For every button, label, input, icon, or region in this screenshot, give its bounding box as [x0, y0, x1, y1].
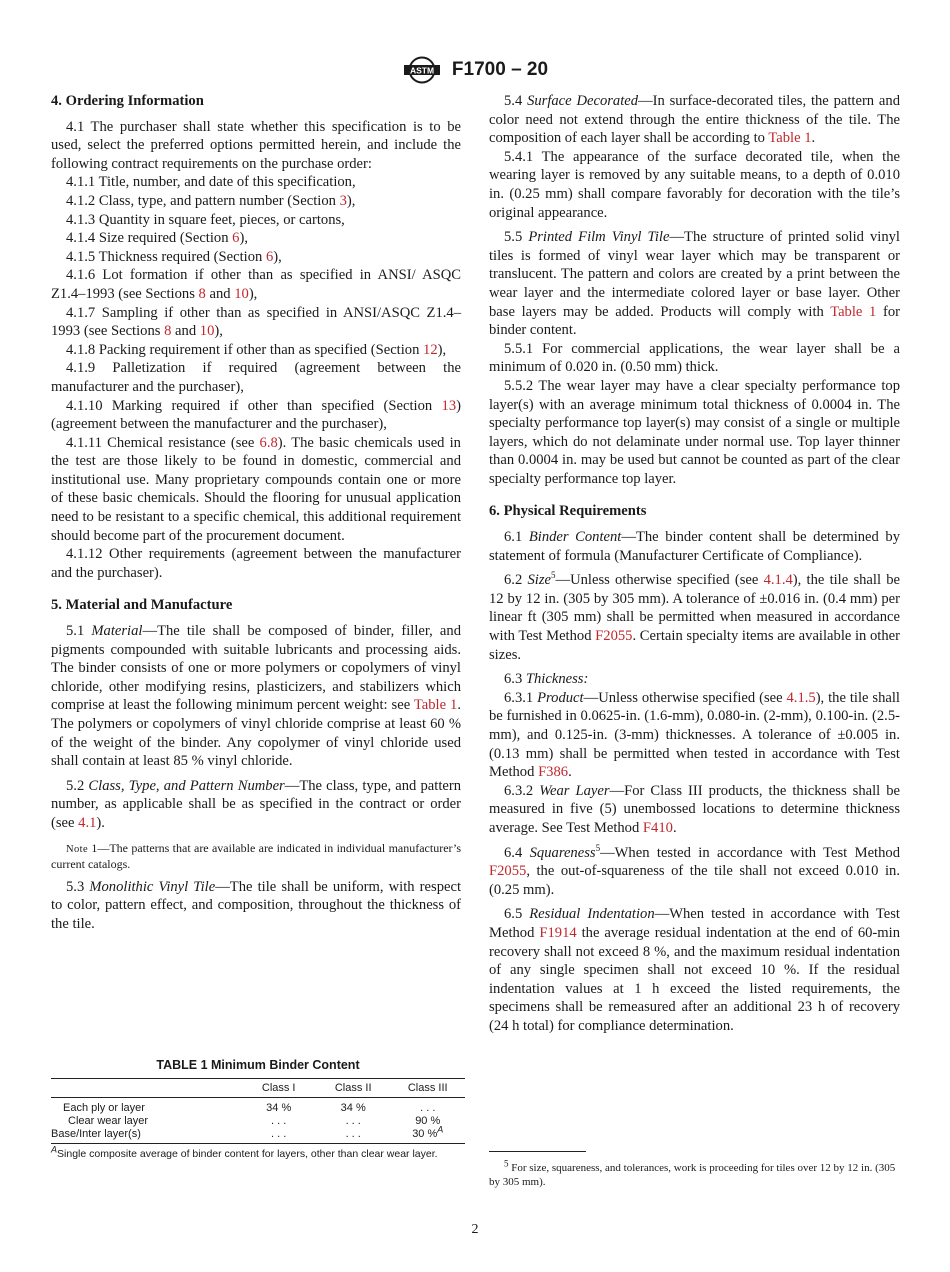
table-footnote: $^A$Single composite average of binder content for layers, other than clear wear layer. [51, 1144, 438, 1160]
page-header [0, 56, 950, 84]
note-1: Note 1—The patterns that are available are indicated in individual manufacturer’s current catalogs. [51, 840, 461, 871]
para-4-1-1: 4.1.1 Title, number, and date of this specification, [66, 174, 356, 191]
para-5-3: 5.3 Monolithic Vinyl Tile—The tile shall be uniform, with respect to color, pattern effect, and composition, throughout the thickness of the tile. [51, 878, 461, 932]
para-4-1-8: 4.1.8 Packing requirement if other than as specified (Section 12), [66, 341, 447, 358]
para-4-1-11: 4.1.11 Chemical resistance (see 6.8). The basic chemicals used in the test are those likely to be found in domestic, commercial and institutional use. Many proprietary compounds contain one or more of these basic chemicals. Should the flooring for unusual application need to be resistant to a specific chemical, this additional requirement should become part of the procurement document. [51, 434, 461, 544]
standard-link[interactable]: F2055 [595, 628, 633, 645]
table-cell: . . . [271, 1115, 287, 1127]
section-link[interactable]: 6 [232, 230, 240, 247]
table-link[interactable]: Table 1 [768, 130, 812, 147]
table-cell: 90 % [415, 1115, 441, 1127]
para-6-2: 6.2 Size$^5$—Unless otherwise specified (see 4.1.4), the tile shall be 12 by 12 in. (305 by 305 mm). A tolerance of ±0.016 in. (0.4 mm) per linear ft (305 mm) shall be permitted when measured in accordance with Test Method F2055. Certain specialty items are available in other sizes. [489, 570, 900, 663]
para-4-1-5: 4.1.5 Thickness required (Section 6), [66, 248, 282, 265]
page-number: 2 [471, 1222, 479, 1237]
table-cell: . . . [345, 1128, 361, 1140]
footnote-divider [489, 1151, 586, 1152]
section-link[interactable]: 8 [198, 285, 206, 302]
para-4-1-12: 4.1.12 Other requirements (agreement between the manufacturer and the purchaser). [51, 546, 461, 581]
standard-link[interactable]: F1914 [539, 924, 577, 941]
section-link[interactable]: 12 [423, 341, 438, 358]
svg-text:ASTM: ASTM [409, 65, 434, 76]
document-code: F1700 – 20 [451, 59, 549, 80]
para-6-3-1: 6.3.1 Product—Unless otherwise specified (see 4.1.5), the tile shall be furnished in 0.0625-in. (1.6-mm), 0.080-in. (2-mm), 0.100-in. (2.5-mm), and 0.125-in. (3-mm) thicknesses. A tolerance of ±0.005 in. (0.13 mm) shall be permitted when tested in accordance with Test Method F386. [489, 689, 900, 781]
section-link[interactable]: 4.1.5 [786, 689, 816, 706]
para-4-1-2: 4.1.2 Class, type, and pattern number (Section 3), [66, 192, 356, 209]
para-4-1-10: 4.1.10 Marking required if other than specified (Section 13) (agreement between the manufacturer and the purchaser), [51, 397, 461, 433]
section-link[interactable]: 3 [339, 192, 347, 209]
table-cell: Each ply or layer [63, 1102, 145, 1114]
section-link[interactable]: 10 [234, 285, 249, 302]
table-header-cell: Class I [261, 1082, 296, 1094]
para-5-2: 5.2 Class, Type, and Pattern Number—The class, type, and pattern number, as applicable shall be as specified in the contract or order (see 4.1). [51, 777, 462, 831]
table-cell: Base/Inter layer(s) [51, 1128, 141, 1140]
table-cell: . . . [345, 1115, 361, 1127]
table-cell: 34 % [340, 1102, 366, 1114]
section-link[interactable]: 6 [265, 248, 274, 265]
standard-link[interactable]: F2055 [489, 863, 527, 880]
table-cell: . . . [271, 1128, 287, 1140]
table-title: TABLE 1 Minimum Binder Content [156, 1058, 360, 1072]
para-4-1: 4.1 The purchaser shall state whether this specification is to be used, select the preferred options permitted herein, and include the following contract requirements on the purchase order: [51, 118, 461, 172]
section-link[interactable]: 4.1 [78, 814, 97, 831]
astm-logo-icon [402, 56, 442, 84]
table-row [51, 1115, 465, 1128]
table-row [51, 1128, 465, 1144]
table-header-cell [51, 1079, 241, 1098]
para-4-1-4: 4.1.4 Size required (Section 6), [66, 230, 248, 247]
section-4-heading: 4. Ordering Information [51, 93, 204, 109]
para-5-5: 5.5 Printed Film Vinyl Tile—The structure of printed solid vinyl tiles is formed of vinyl wear layer which may be transparent or translucent. The pattern and colors are created by a print between the wear layer and the intermediate colored layer or base layer. Other base layers may be added. Products will comply with Table 1 for binder content. [489, 229, 900, 339]
table-header-row [51, 1079, 465, 1098]
table-link[interactable]: Table 1 [830, 303, 877, 320]
para-5-1: 5.1 Material—The tile shall be composed of binder, filler, and pigments compounded with suitable lubricants and processing aids. The binder consists of one or more polymers or copolymers of vinyl chloride, other modifying resins, plasticizers, and stabilizers which comprise at least the following minimum percent weight: see Table 1. The polymers or copolymers of vinyl chloride comprise at least 60 % of the weight of the binder. Any copolymer of vinyl chloride used shall contain at least 85 % vinyl chloride. [51, 623, 462, 770]
para-5-5-2: 5.5.2 The wear layer may have a clear specialty performance top layer(s) with an average minimum total thickness of 0.0004 in. The specialty performance top layer(s) may consist of a single or multiple layers, which do not delaminate under normal use. Top layer thinner than 0.0004 in. may be used but cannot be counted as part of the clear specialty performance top layer. [489, 377, 900, 487]
table-row [51, 1098, 465, 1116]
para-4-1-9: 4.1.9 Palletization if required (agreement between the manufacturer and the purchaser), [51, 360, 461, 395]
section-link[interactable]: 8 [164, 323, 172, 340]
para-4-1-6: 4.1.6 Lot formation if other than as specified in ANSI/ ASQC Z1.4–1993 (see Sections 8 and 10), [51, 267, 461, 302]
para-6-3-2: 6.3.2 Wear Layer—For Class III products, the thickness shall be measured in five (5) unembossed locations to determine thickness average. See Test Method F410. [489, 782, 901, 836]
table-1 [51, 1058, 465, 1161]
para-6-5: 6.5 Residual Indentation—When tested in accordance with Test Method F1914 the average residual indentation at the end of 60-min recovery shall not exceed 8 %, and the maximum residual indentation of any single specimen shall not exceed 10 %. If the residual indentation values at 1 h exceed the listed requirements, the specimens shall be remeasured after an additional 23 h of recovery (24 h total) for compliance determination. [489, 906, 900, 1034]
para-4-1-7: 4.1.7 Sampling if other than as specified in ANSI/ASQC Z1.4–1993 (see Sections 8 and 10), [51, 304, 461, 340]
table-link[interactable]: Table 1 [413, 697, 458, 714]
left-column [51, 92, 461, 933]
footnote-5: $^5$ For size, squareness, and tolerances, work is proceeding for tiles over 12 by 12 in. (305 by 305 mm). [489, 1158, 896, 1188]
table-cell: 34 % [266, 1102, 292, 1114]
para-5-4: 5.4 Surface Decorated—In surface-decorated tiles, the pattern and color need not extend through the entire thickness of the tile. The composition of each layer shall be according to Table 1. [489, 93, 900, 147]
table-header-cell: Class II [334, 1082, 372, 1094]
standard-link[interactable]: F386 [538, 764, 569, 781]
table-header-cell: Class III [407, 1082, 448, 1094]
section-link[interactable]: 13 [441, 397, 457, 414]
right-column [489, 92, 900, 1036]
table-cell: Clear wear layer [68, 1115, 149, 1127]
table-cell: . . . [420, 1102, 436, 1114]
para-6-3: 6.3 Thickness: [504, 671, 589, 688]
para-6-4: 6.4 Squareness$^5$—When tested in accordance with Test Method F2055, the out-of-squareness of the tile shall not exceed 0.010 in. (0.25 mm). [489, 842, 900, 898]
para-6-1: 6.1 Binder Content—The binder content shall be determined by statement of formula (Manufacturer Certificate of Compliance). [489, 529, 900, 564]
para-4-1-3: 4.1.3 Quantity in square feet, pieces, or cartons, [66, 211, 345, 228]
para-5-5-1: 5.5.1 For commercial applications, the wear layer shall be a minimum of 0.020 in. (0.50 mm) thick. [489, 340, 900, 376]
section-link[interactable]: 6.8 [259, 434, 278, 451]
section-6-heading: 6. Physical Requirements [489, 503, 647, 520]
section-link[interactable]: 4.1.4 [763, 572, 793, 589]
table-cell: 30 %$^A$ [412, 1124, 444, 1140]
section-link[interactable]: 10 [199, 323, 215, 340]
para-5-4-1: 5.4.1 The appearance of the surface decorated tile, when the wearing layer is removed by any suitable means, to a depth of 0.010 in. (0.25 mm) shall compare favorably for decoration with the tile’s original appearance. [489, 148, 900, 221]
standard-link[interactable]: F410 [642, 819, 673, 836]
section-5-heading: 5. Material and Manufacture [51, 597, 233, 614]
